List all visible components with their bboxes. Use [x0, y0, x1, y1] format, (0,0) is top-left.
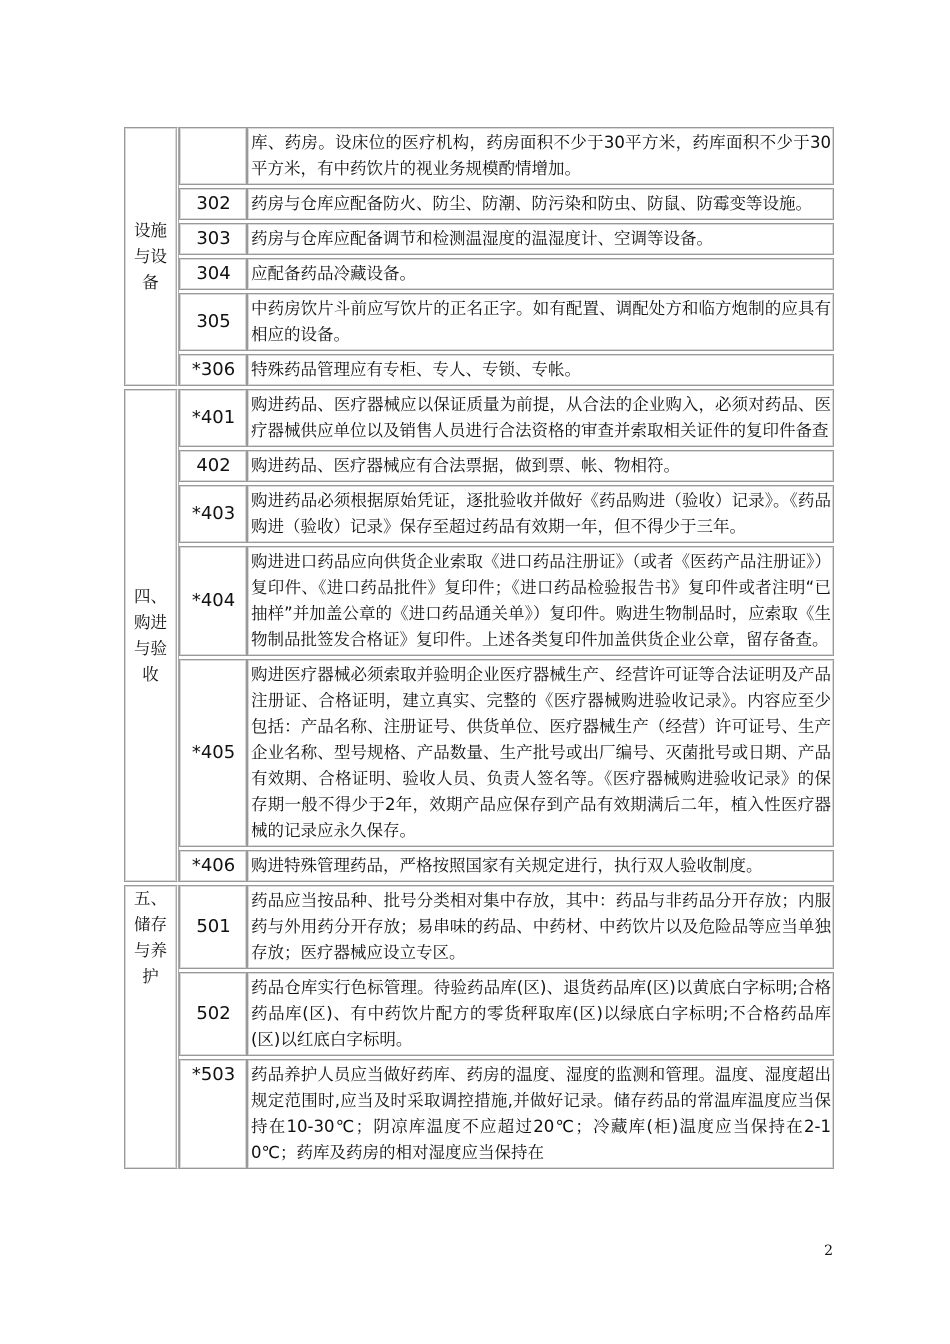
- category-facilities: 设施与设备: [124, 127, 179, 386]
- table-row: [124, 258, 834, 290]
- item-code: *404: [179, 546, 247, 656]
- item-text: 应配备药品冷藏设备。: [247, 258, 834, 290]
- item-text: 购进特殊管理药品，严格按照国家有关规定进行，执行双人验收制度。: [247, 850, 834, 882]
- item-text: 购进药品必须根据原始凭证，逐批验收并做好《药品购进（验收）记录》。《药品购进（验收）记录》保存至超过药品有效期一年，但不得少于三年。: [247, 485, 834, 543]
- item-code: 305: [179, 293, 247, 351]
- item-code: *405: [179, 659, 247, 847]
- item-code: 501: [179, 885, 247, 969]
- table-row: [124, 850, 834, 882]
- item-code: *406: [179, 850, 247, 882]
- item-text: 购进药品、医疗器械应以保证质量为前提，从合法的企业购入，必须对药品、医疗器械供应单位以及销售人员进行合法资格的审查并索取相关证件的复印件备查: [247, 389, 834, 447]
- item-code: *403: [179, 485, 247, 543]
- category-storage: 五、储存与养护: [124, 885, 179, 1169]
- table-row: [124, 223, 834, 255]
- item-code: *306: [179, 354, 247, 386]
- item-code: 303: [179, 223, 247, 255]
- inspection-standards-table: [124, 124, 834, 1172]
- item-text: 购进药品、医疗器械应有合法票据，做到票、帐、物相符。: [247, 450, 834, 482]
- table-row: [124, 485, 834, 543]
- table-row: [124, 546, 834, 656]
- category-purchase: 四、购进与验收: [124, 389, 179, 882]
- item-code: 302: [179, 188, 247, 220]
- table-row: [124, 293, 834, 351]
- item-text: 药品仓库实行色标管理。待验药品库(区)、退货药品库(区)以黄底白字标明;合格药品库(区)、有中药饮片配方的零货秤取库(区)以绿底白字标明;不合格药品库(区)以红底白字标明。: [247, 972, 834, 1056]
- item-text: 药房与仓库应配备防火、防尘、防潮、防污染和防虫、防鼠、防霉变等设施。: [247, 188, 834, 220]
- table-row: [124, 885, 834, 969]
- table-row: [124, 188, 834, 220]
- table-row: [124, 450, 834, 482]
- item-text: 药品养护人员应当做好药库、药房的温度、湿度的监测和管理。温度、湿度超出规定范围时,应当及时采取调控措施,并做好记录。储存药品的常温库温度应当保持在10-30℃；阴凉库温度不应超过20℃；冷藏库(柜)温度应当保持在2-10℃；药库及药房的相对湿度应当保持在: [247, 1059, 834, 1169]
- item-text: 库、药房。设床位的医疗机构，药房面积不少于30平方米，药库面积不少于30平方米，有中药饮片的视业务规模酌情增加。: [247, 127, 834, 185]
- page-number: 2: [824, 1243, 833, 1259]
- item-text: 购进医疗器械必须索取并验明企业医疗器械生产、经营许可证等合法证明及产品注册证、合格证明，建立真实、完整的《医疗器械购进验收记录》。内容应至少包括：产品名称、注册证号、供货单位、医疗器械生产（经营）许可证号、生产企业名称、型号规格、产品数量、生产批号或出厂编号、灭菌批号或日期、产品有效期、合格证明、验收人员、负责人签名等。《医疗器械购进验收记录》的保存期一般不得少于2年，效期产品应保存到产品有效期满后二年，植入性医疗器械的记录应永久保存。: [247, 659, 834, 847]
- table-row: [124, 1059, 834, 1169]
- item-code: *503: [179, 1059, 247, 1169]
- table-row: [124, 972, 834, 1056]
- item-code: [179, 127, 247, 185]
- item-code: 402: [179, 450, 247, 482]
- table-row: [124, 659, 834, 847]
- table-row: [124, 389, 834, 447]
- item-text: 药品应当按品种、批号分类相对集中存放，其中：药品与非药品分开存放；内服药与外用药分开存放；易串味的药品、中药材、中药饮片以及危险品等应当单独存放；医疗器械应设立专区。: [247, 885, 834, 969]
- table-row: [124, 127, 834, 185]
- item-text: 中药房饮片斗前应写饮片的正名正字。如有配置、调配处方和临方炮制的应具有相应的设备。: [247, 293, 834, 351]
- item-text: 药房与仓库应配备调节和检测温湿度的温湿度计、空调等设备。: [247, 223, 834, 255]
- table-row: [124, 354, 834, 386]
- item-text: 购进进口药品应向供货企业索取《进口药品注册证》（或者《医药产品注册证》）复印件、《进口药品批件》复印件；《进口药品检验报告书》复印件或者注明“已抽样”并加盖公章的《进口药品通关单》）复印件。购进生物制品时，应索取《生物制品批签发合格证》复印件。上述各类复印件加盖供货企业公章，留存备查。: [247, 546, 834, 656]
- item-code: 304: [179, 258, 247, 290]
- item-text: 特殊药品管理应有专柜、专人、专锁、专帐。: [247, 354, 834, 386]
- item-code: *401: [179, 389, 247, 447]
- item-code: 502: [179, 972, 247, 1056]
